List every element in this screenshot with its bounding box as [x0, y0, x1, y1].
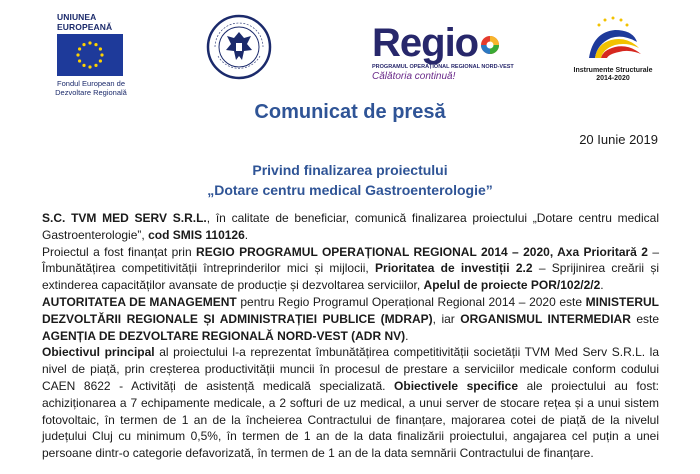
managing-authority: AUTORITATEA DE MANAGEMENT — [42, 294, 237, 309]
text-span: al proiectului l-a reprezentat îmbunătățirea competitivității societății TVM Med Serv S.R.L. la nivel de piață, prin creșterea productivității muncii în procesul de prestare a serviciilor medicale conform codului CAEN 8622 - Activități de asistență medicală specializată. — [42, 345, 660, 393]
text-span: , iar — [432, 311, 461, 326]
eu-flag-icon — [57, 34, 123, 76]
page-title: Comunicat de presă — [254, 101, 446, 123]
text-span: . — [405, 328, 409, 343]
regio-wordmark: Regio — [372, 24, 502, 62]
specific-objectives-label: Obiectivele specifice — [394, 378, 518, 393]
investment-priority: Prioritatea de investiții 2.2 — [375, 261, 533, 276]
paragraph-objectives — [42, 344, 659, 462]
project-subtitle — [0, 160, 700, 200]
regio-tagline: Călătoria continuă! — [372, 71, 456, 82]
main-objective-label: Obiectivul principal — [42, 345, 155, 360]
romanian-government-seal-icon — [206, 14, 272, 80]
structural-instruments-label: Instrumente Structurale 2014-2020 — [573, 67, 653, 82]
text-span: ale proiectului au fost: achiziționarea a 7 echipamente medicale, a 2 softuri de uz medical, a unui server de stocare rețea și a unui sistem fotovoltaic, în termen de 1 an de la încheierea Contractului de finanțare, majorarea cotei de piață de la nivelul județului Cluj cu minimum 0,5%, în termen de 1 an de la data finalizării proiectului, angajarea cel puțin a unei persoane dintr-o categorie defavorizată, în termen de 1 an de la data semnării Contractului de finanțare. — [42, 378, 660, 461]
paragraph-authorities — [42, 294, 659, 344]
structural-instruments-logo — [573, 14, 653, 83]
call-for-projects: Apelul de proiecte POR/102/2/2 — [423, 278, 601, 293]
logo-bar — [0, 0, 700, 100]
program-name: REGIO PROGRAMUL OPERAȚIONAL REGIONAL 2014 – 2020, Axa Prioritară 2 — [196, 244, 648, 259]
eu-fund-label: Fondul European de Dezvoltare Regională — [55, 79, 127, 97]
paragraph-beneficiary — [42, 210, 659, 244]
text-span: , în calitate de beneficiar, comunică finalizarea proiectului „Dotare centru medical Gastroenterologie”, — [42, 211, 659, 242]
text-span: pentru Regio Programul Operațional Regional 2014 – 2020 este — [236, 294, 586, 309]
intermediate-body: ORGANISMUL INTERMEDIAR — [460, 311, 631, 326]
press-release-date: 20 Iunie 2019 — [579, 132, 658, 147]
text-span: – Îmbunătățirea competitivității întreprinderilor mici și mijlocii, — [42, 244, 660, 276]
agency-name: AGENȚIA DE DEZVOLTARE REGIONALĂ NORD-VEST (ADR NV) — [42, 328, 406, 343]
subtitle-line-2: „Dotare centru medical Gastroenterologie” — [207, 182, 493, 198]
structural-instruments-icon — [583, 14, 643, 60]
smis-code: cod SMIS 110126 — [148, 227, 245, 242]
text-span: Proiectul a fost finanțat prin — [42, 244, 197, 259]
ministry-name: MINISTERUL DEZVOLTĂRII REGIONALE ȘI ADMINISTRAȚIEI PUBLICE (MDRAP) — [42, 294, 659, 326]
regio-program-label: PROGRAMUL OPERAȚIONAL REGIONAL NORD-VEST — [372, 64, 514, 70]
eu-logo — [57, 12, 137, 97]
subtitle-line-1: Privind finalizarea proiectului — [252, 162, 448, 178]
paragraph-financing — [42, 244, 659, 294]
press-release-body — [42, 210, 659, 462]
regio-logo — [372, 21, 514, 82]
text-span: este — [630, 311, 660, 326]
text-span: . — [600, 278, 604, 293]
eu-label: UNIUNEA EUROPEANĂ — [57, 12, 113, 32]
beneficiary-name: S.C. TVM MED SERV S.R.L. — [42, 211, 207, 225]
text-span: . — [244, 227, 249, 242]
text-span: – Sprijinirea creării și extinderea capacităților avansate de producție și dezvoltarea serviciilor, — [42, 261, 659, 293]
